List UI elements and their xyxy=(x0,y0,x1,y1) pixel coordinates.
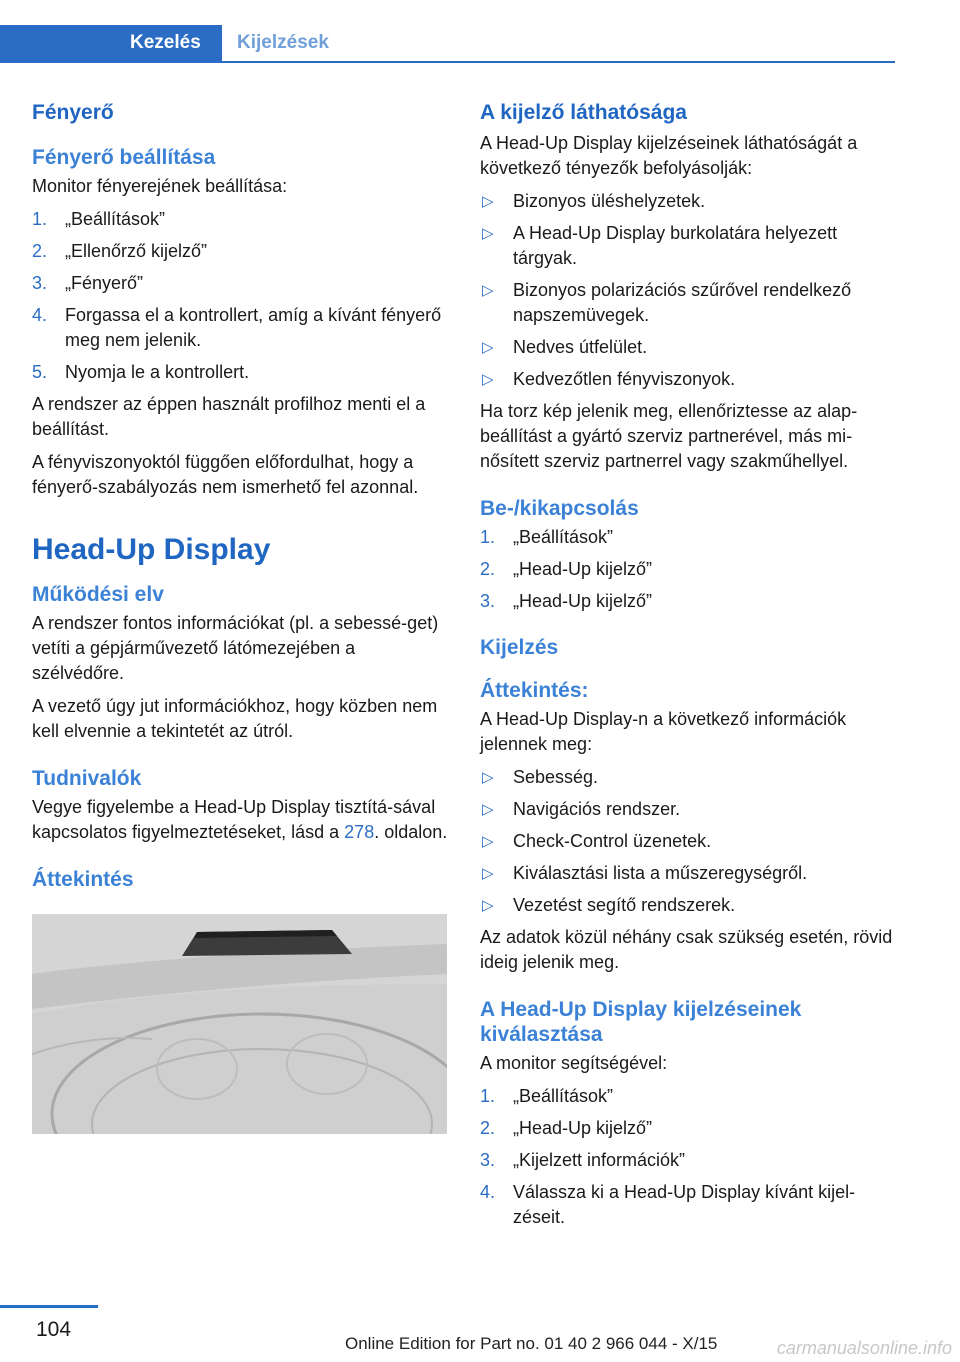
intro-text: A Head-Up Display-n a következő információk jelennek meg: xyxy=(480,709,847,754)
list-item: ▷ Vezetést segítő rendszerek. xyxy=(480,893,898,918)
paragraph: Ha torz kép jelenik meg, ellenőriztesse az alap-beállítást a gyártó szerviz partnerével, más mi-nősített szerviz partnerrel vagy szakműhellyel. xyxy=(480,401,858,471)
heading-fenyero: Fényerő xyxy=(32,101,114,124)
heading-kijelzo-lathatosaga: A kijelző láthatósága xyxy=(480,101,687,124)
tab-kijelzesek[interactable]: Kijelzések xyxy=(237,32,329,53)
footer-rule xyxy=(0,1305,98,1308)
dashboard-illustration xyxy=(32,914,447,1134)
heading-head-up-display: Head-Up Display xyxy=(32,533,271,566)
list-item: ▷ Bizonyos üléshelyzetek. xyxy=(480,189,898,214)
displayed-info-list xyxy=(480,765,898,918)
list-item: ▷ Kiválasztási lista a műszeregységről. xyxy=(480,861,898,886)
list-item: ▷ Bizonyos polarizációs szűrővel rendelkező napszemüvegek. xyxy=(482,280,852,325)
list-item: 3. „Head-Up kijelző” xyxy=(480,591,653,611)
selection-steps xyxy=(480,1084,898,1230)
right-column xyxy=(480,100,898,1237)
list-item: 1. „Beállítások” xyxy=(480,1086,614,1106)
triangle-bullet-icon: ▷ xyxy=(482,833,494,850)
paragraph: A rendszer fontos információkat (pl. a sebessé-get) vetíti a gépjárművezető látómezejében a szélvédőre. xyxy=(32,613,439,683)
triangle-bullet-icon: ▷ xyxy=(482,225,494,242)
triangle-bullet-icon: ▷ xyxy=(482,769,494,786)
triangle-bullet-icon: ▷ xyxy=(482,193,494,210)
heading-attekintes-right: Áttekintés: xyxy=(480,679,589,702)
heading-kijelzes: Kijelzés xyxy=(480,636,559,659)
edition-footer: Online Edition for Part no. 01 40 2 966 044 - X/15 xyxy=(345,1334,718,1353)
watermark: carmanualsonline.info xyxy=(776,1338,952,1358)
section-tabs xyxy=(0,25,895,63)
heading-attekintes: Áttekintés xyxy=(32,868,134,891)
triangle-bullet-icon: ▷ xyxy=(482,339,494,356)
list-item: 5. Nyomja le a kontrollert. xyxy=(32,362,250,382)
intro-text: A monitor segítségével: xyxy=(480,1053,668,1073)
heading-be-kikapcsolas: Be-/kikapcsolás xyxy=(480,497,639,520)
list-item: 3. „Kijelzett információk” xyxy=(480,1150,686,1170)
triangle-bullet-icon: ▷ xyxy=(482,282,494,299)
triangle-bullet-icon: ▷ xyxy=(482,897,494,914)
triangle-bullet-icon: ▷ xyxy=(482,801,494,818)
list-item: ▷ Sebesség. xyxy=(480,765,898,790)
list-item: 3. „Fényerő” xyxy=(32,273,144,293)
intro-text: Monitor fényerejének beállítása: xyxy=(32,176,288,196)
intro-text: A Head-Up Display kijelzéseinek láthatóságát a következő tényezők befolyásolják: xyxy=(480,133,858,178)
page-number: 104 xyxy=(36,1318,72,1341)
visibility-factors xyxy=(480,189,898,392)
paragraph-with-link: Vegye figyelembe a Head-Up Display tisztítá-sával kapcsolatos figyelmeztetéseket, lásd a 278. oldalon. xyxy=(32,797,448,842)
list-item: 1. „Beállítások” xyxy=(480,527,614,547)
triangle-bullet-icon: ▷ xyxy=(482,865,494,882)
on-off-steps xyxy=(480,525,898,614)
list-item: 4. Válassza ki a Head-Up Display kívánt kijel-zéseit. xyxy=(480,1182,856,1227)
list-item: 2. „Head-Up kijelző” xyxy=(480,559,653,579)
heading-tudnivalok: Tudnivalók xyxy=(32,767,142,790)
list-item: 2. „Head-Up kijelző” xyxy=(480,1118,653,1138)
page-link[interactable]: 278 xyxy=(344,822,375,842)
paragraph: A fényviszonyoktól függően előfordulhat, hogy a fényerő-szabályozás nem ismerhető fel azonnal. xyxy=(32,452,419,497)
paragraph: Az adatok közül néhány csak szükség esetén, rövid ideig jelenik meg. xyxy=(480,927,893,972)
tab-kezeles[interactable]: Kezelés xyxy=(0,25,222,61)
triangle-bullet-icon: ▷ xyxy=(482,371,494,388)
list-item: 1. „Beállítások” xyxy=(32,209,166,229)
list-item: ▷ Nedves útfelület. xyxy=(480,335,898,360)
list-item: ▷ Check-Control üzenetek. xyxy=(480,829,898,854)
list-item: 4. Forgassa el a kontrollert, amíg a kívánt fényerő meg nem jelenik. xyxy=(32,305,442,350)
heading-kijelzesek-kivalasztasa: A Head-Up Display kijelzéseinek kiválasztása xyxy=(480,998,802,1046)
list-item: ▷ A Head-Up Display burkolatára helyezett tárgyak. xyxy=(482,223,838,268)
brightness-steps xyxy=(32,207,450,385)
paragraph: A vezető úgy jut információkhoz, hogy közben nem kell elvennie a tekintetét az útról. xyxy=(32,696,438,741)
left-column xyxy=(32,100,450,1134)
heading-fenyero-beallitasa: Fényerő beállítása xyxy=(32,146,216,169)
list-item: ▷ Kedvezőtlen fényviszonyok. xyxy=(480,367,898,392)
list-item: 2. „Ellenőrző kijelző” xyxy=(32,241,208,261)
paragraph: A rendszer az éppen használt profilhoz menti el a beállítást. xyxy=(32,394,426,439)
list-item: ▷ Navigációs rendszer. xyxy=(480,797,898,822)
heading-mukodesi-elv: Működési elv xyxy=(32,583,164,606)
